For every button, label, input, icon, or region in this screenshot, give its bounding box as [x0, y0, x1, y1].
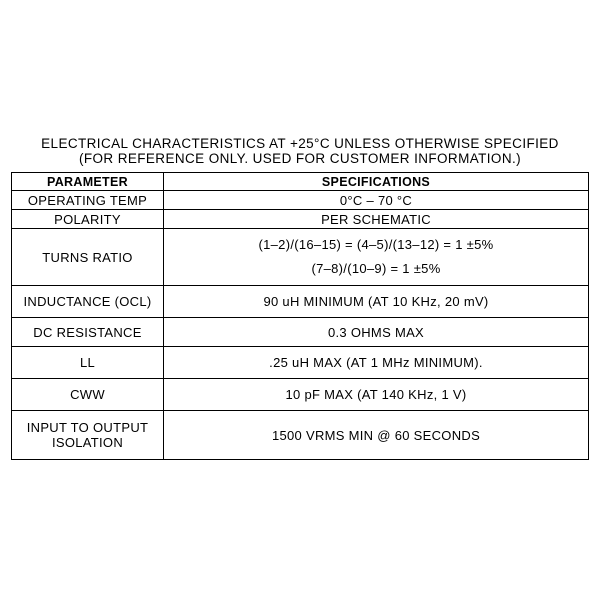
parameter-cell: CWW — [12, 379, 164, 411]
electrical-characteristics-table — [11, 172, 589, 460]
parameter-cell: INDUCTANCE (OCL) — [12, 286, 164, 318]
spec-cell — [164, 229, 589, 286]
heading-line-1: ELECTRICAL CHARACTERISTICS AT +25°C UNLESS OTHERWISE SPECIFIED — [41, 136, 559, 151]
parameter-cell: OPERATING TEMP — [12, 191, 164, 210]
parameter-line: ISOLATION — [51, 435, 124, 450]
spec-cell: 0°C – 70 °C — [164, 191, 589, 210]
spec-cell: 1500 VRMS MIN @ 60 SECONDS — [164, 411, 589, 460]
spec-cell: 90 uH MINIMUM (AT 10 KHz, 20 mV) — [164, 286, 589, 318]
table-heading — [0, 136, 600, 166]
spec-cell: .25 uH MAX (AT 1 MHz MINIMUM). — [164, 347, 589, 379]
parameter-cell: TURNS RATIO — [12, 229, 164, 286]
table-row — [12, 411, 589, 460]
table-row — [12, 379, 589, 411]
spec-cell: 10 pF MAX (AT 140 KHz, 1 V) — [164, 379, 589, 411]
spec-cell: PER SCHEMATIC — [164, 210, 589, 229]
table-header-row — [12, 173, 589, 191]
table-row — [12, 347, 589, 379]
header-specifications: SPECIFICATIONS — [164, 173, 589, 191]
parameter-cell: LL — [12, 347, 164, 379]
spec-line: (7–8)/(10–9) = 1 ±5% — [311, 261, 441, 276]
heading-line-2: (FOR REFERENCE ONLY. USED FOR CUSTOMER INFORMATION.) — [78, 151, 522, 166]
parameter-cell — [12, 411, 164, 460]
parameter-line: INPUT TO OUTPUT — [26, 420, 149, 435]
table-row — [12, 318, 589, 347]
parameter-cell: POLARITY — [12, 210, 164, 229]
table-row — [12, 210, 589, 229]
spec-line: (1–2)/(16–15) = (4–5)/(13–12) = 1 ±5% — [258, 237, 494, 252]
header-parameter: PARAMETER — [12, 173, 164, 191]
table-row — [12, 229, 589, 286]
parameter-cell: DC RESISTANCE — [12, 318, 164, 347]
table-row — [12, 286, 589, 318]
table-row — [12, 191, 589, 210]
spec-cell: 0.3 OHMS MAX — [164, 318, 589, 347]
